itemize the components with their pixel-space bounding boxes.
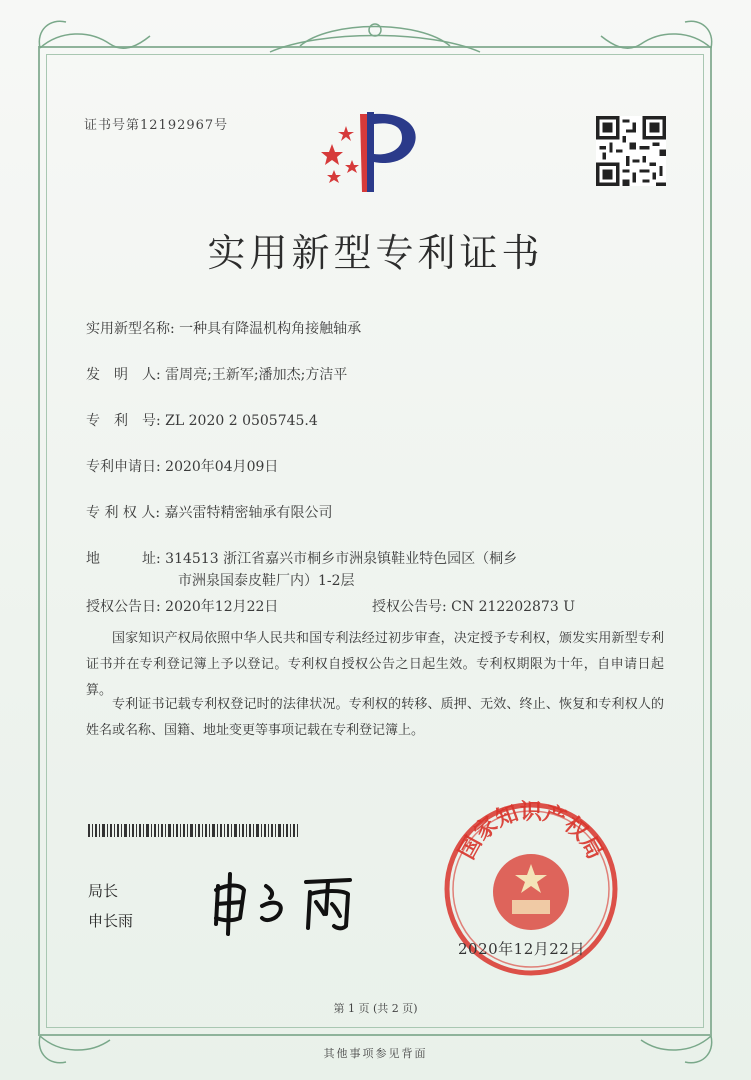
inventor-row [86,364,347,384]
patentee-row [86,502,333,522]
signatory-role: 局长 [88,882,119,900]
patent-number-label: 专 利 号: [86,413,161,429]
signatory-name: 申长雨 [88,912,134,930]
inventor-value: 雷周亮;王新军;潘加杰;方洁平 [165,367,348,383]
filing-date-label: 专利申请日: [86,459,161,475]
handwritten-signature [200,868,370,938]
grant-date-row [86,596,278,616]
grant-number-row [372,596,575,616]
grant-date-label: 授权公告日: [86,599,161,615]
patent-number-value: ZL 2020 2 0505745.4 [165,413,318,429]
top-ornament-icon [0,0,751,100]
filing-date-value: 2020年04月09日 [165,459,279,475]
address-label: 地 址: [86,551,161,567]
utility-model-name-label: 实用新型名称: [86,321,175,337]
certificate-title: 实用新型专利证书 [207,231,544,275]
grant-number-label: 授权公告号: [372,599,447,615]
qr-code-icon [596,116,666,186]
grant-statement-paragraph: 国家知识产权局依照中华人民共和国专利法经过初步审查，决定授予专利权，颁发实用新型专利证书并在专利登记簿上予以登记。专利权自授权公告之日起生效。专利权期限为十年，自申请日起算。 [86,631,664,698]
patentee-label: 专 利 权 人: [86,505,161,521]
bottom-ornament-icon [0,980,751,1080]
footer-note: 其他事项参见背面 [323,1047,428,1060]
filing-date-row [86,456,278,476]
seal-date: 2020年12月22日 [458,940,585,958]
barcode-icon [88,824,298,837]
inventor-label: 发 明 人: [86,367,161,383]
patent-office-logo-icon [312,104,432,194]
utility-model-name-value: 一种具有降温机构角接触轴承 [179,321,362,337]
address-line-1: 314513 浙江省嘉兴市桐乡市洲泉镇鞋业特色园区（桐乡 [165,551,518,567]
patent-number-row [86,410,318,430]
address-line-2: 市洲泉国泰皮鞋厂内）1-2层 [178,573,355,589]
seal-text: 国家知识产权局 [454,800,608,864]
patentee-value: 嘉兴雷特精密轴承有限公司 [164,505,333,521]
certificate-number: 证书号第12192967号 [84,118,229,133]
grant-date-value: 2020年12月22日 [165,599,279,615]
grant-number-value: CN 212202873 U [451,599,575,615]
utility-model-name-row [86,318,361,338]
page-number: 第 1 页 (共 2 页) [333,1002,418,1015]
legal-status-paragraph: 专利证书记载专利权登记时的法律状况。专利权的转移、质押、无效、终止、恢复和专利权人的姓名或名称、国籍、地址变更等事项记载在专利登记簿上。 [86,697,664,738]
address-row [86,548,517,568]
